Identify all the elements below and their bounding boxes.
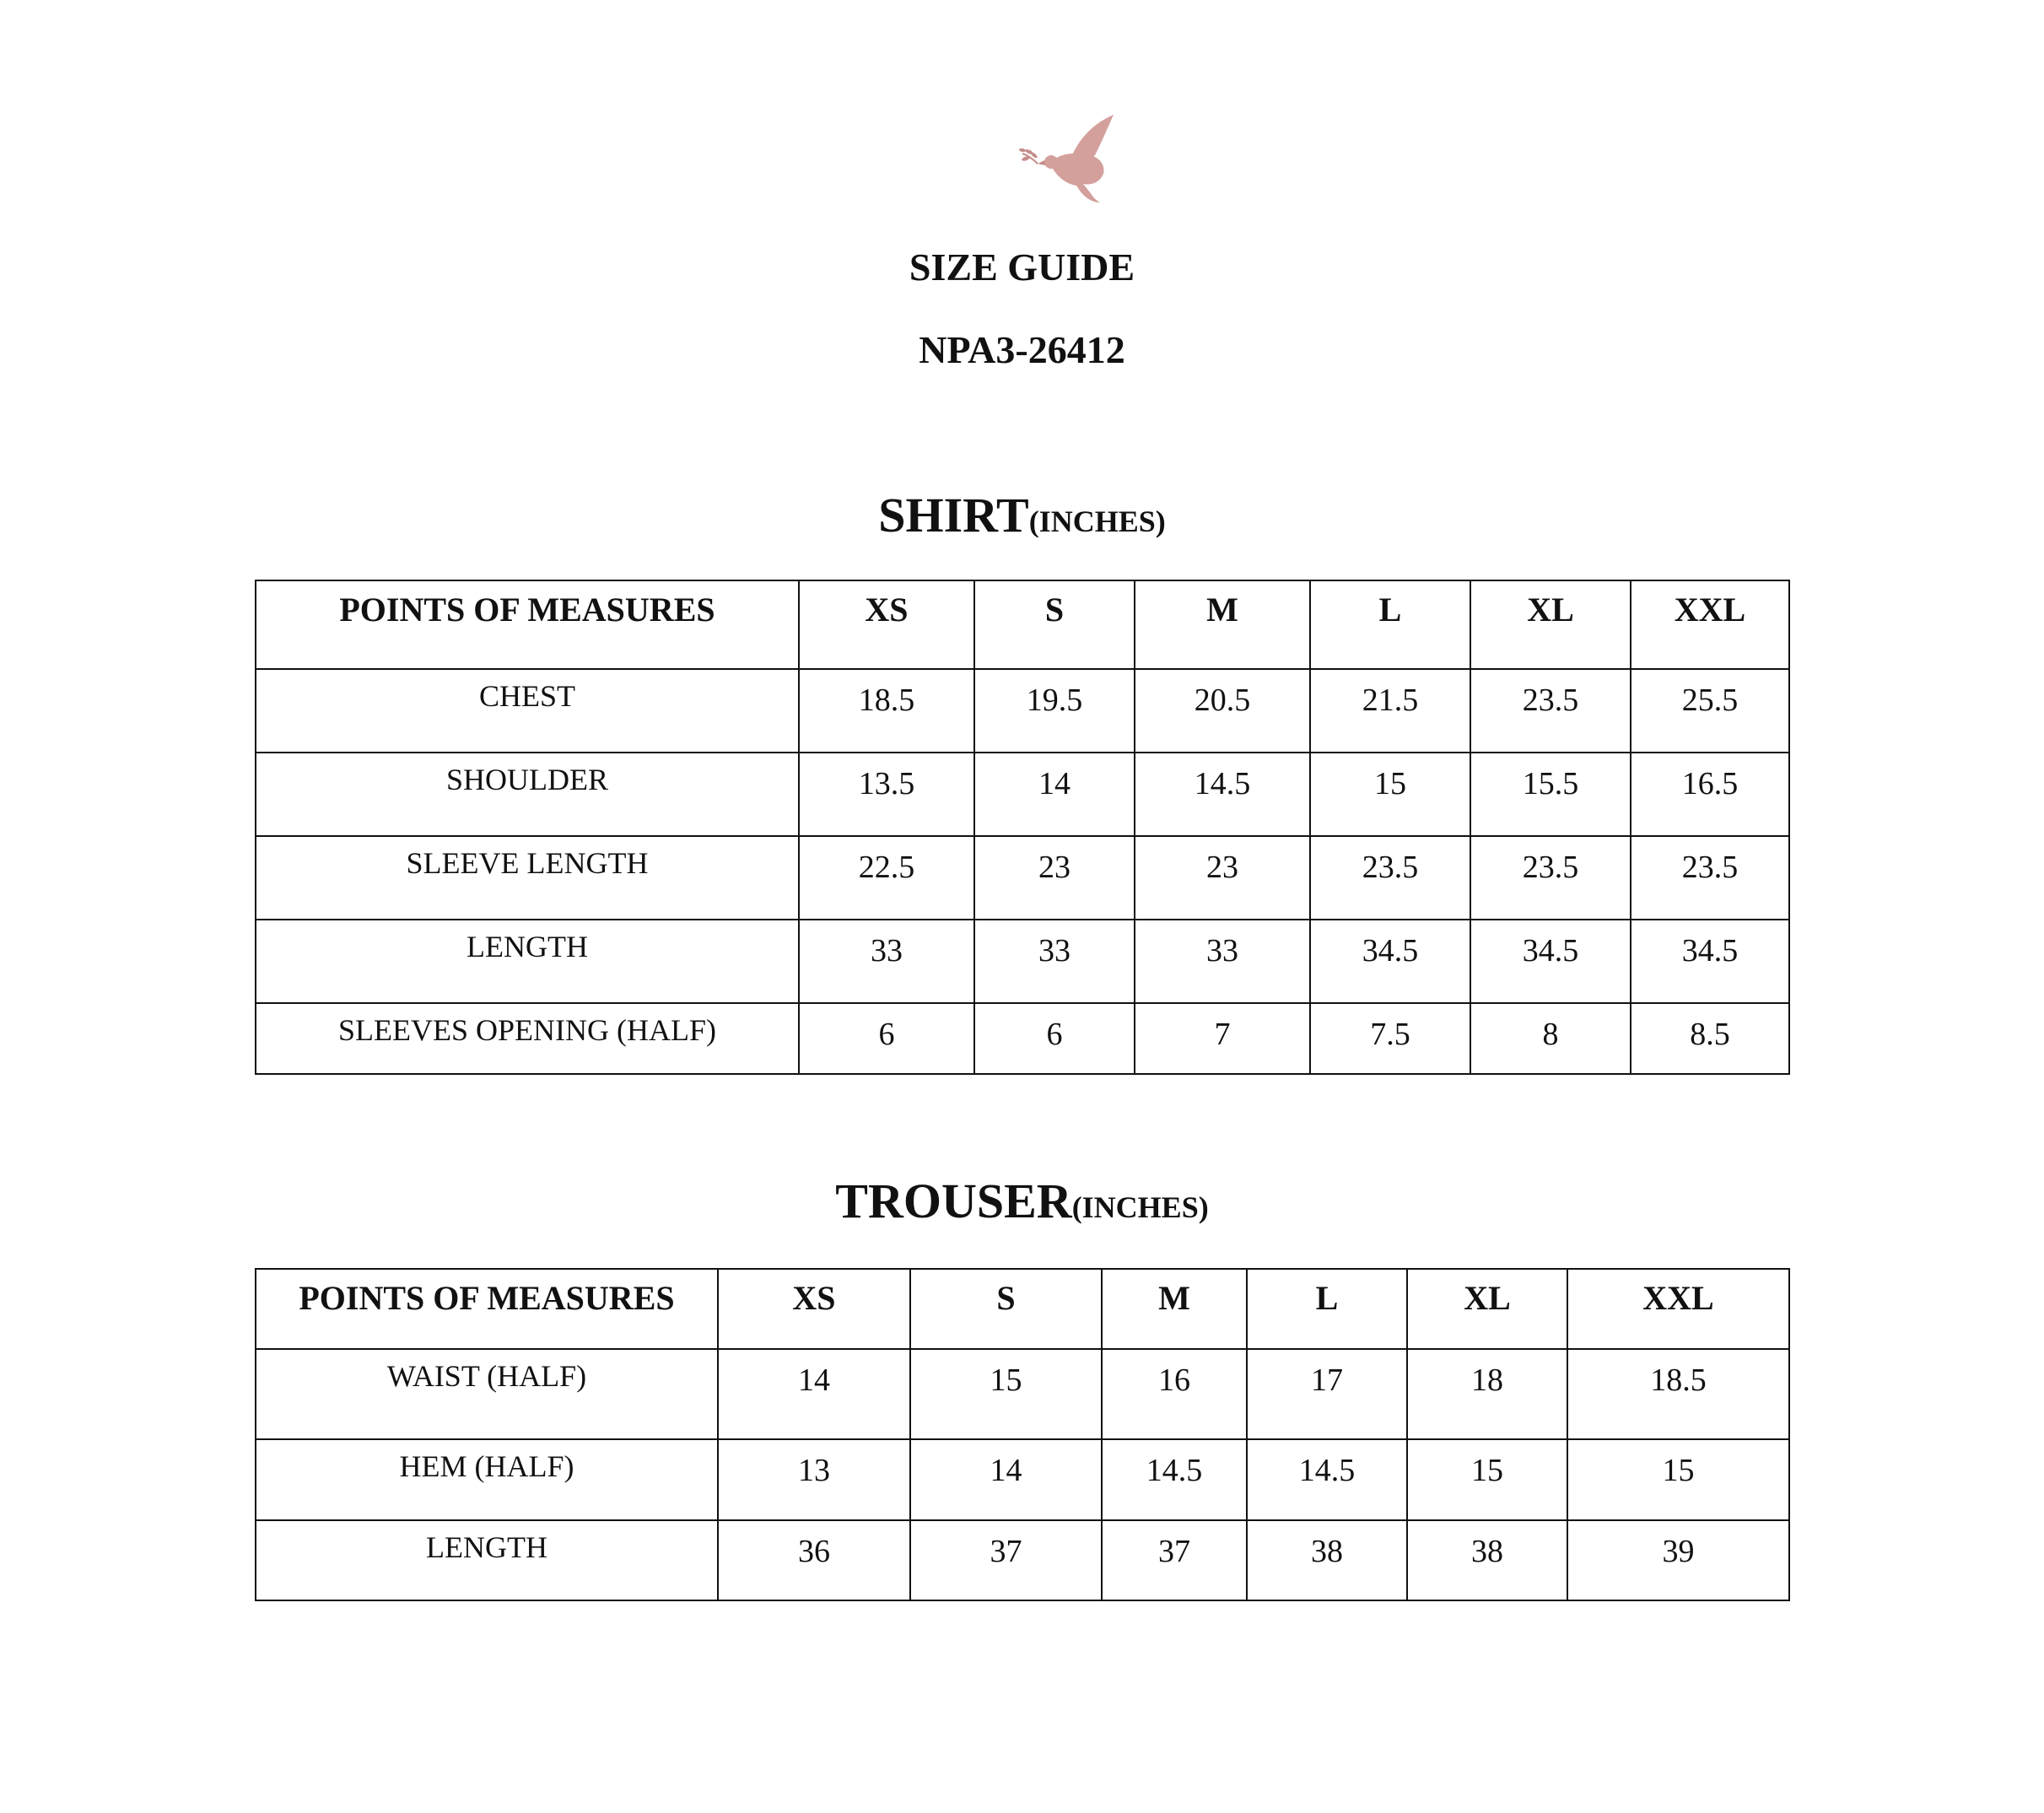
table-cell: 23.5 xyxy=(1470,669,1631,753)
table-cell: 23.5 xyxy=(1470,836,1631,920)
column-header: XXL xyxy=(1567,1269,1789,1349)
table-cell: 21.5 xyxy=(1310,669,1470,753)
column-header: L xyxy=(1310,580,1470,669)
table-cell: 16 xyxy=(1102,1349,1247,1439)
table-cell: 23 xyxy=(974,836,1135,920)
table-cell: 15 xyxy=(1310,753,1470,836)
table-cell: 6 xyxy=(974,1003,1135,1074)
row-label: SLEEVES OPENING (HALF) xyxy=(256,1003,799,1074)
column-header: POINTS OF MEASURES xyxy=(256,580,799,669)
trouser-title: TROUSER xyxy=(835,1174,1072,1228)
table-cell: 36 xyxy=(718,1520,910,1600)
table-cell: 23 xyxy=(1135,836,1310,920)
table-cell: 18.5 xyxy=(799,669,974,753)
row-label: SHOULDER xyxy=(256,753,799,836)
table-row xyxy=(256,920,1789,1003)
table-cell: 33 xyxy=(1135,920,1310,1003)
table-cell: 38 xyxy=(1247,1520,1407,1600)
table-cell: 15.5 xyxy=(1470,753,1631,836)
table-row xyxy=(256,1349,1789,1439)
table-cell: 15 xyxy=(1567,1439,1789,1520)
trouser-size-table xyxy=(255,1268,1790,1601)
row-label: SLEEVE LENGTH xyxy=(256,836,799,920)
column-header: XS xyxy=(799,580,974,669)
table-cell: 15 xyxy=(910,1349,1102,1439)
table-cell: 7 xyxy=(1135,1003,1310,1074)
table-cell: 13 xyxy=(718,1439,910,1520)
row-label: CHEST xyxy=(256,669,799,753)
table-cell: 23.5 xyxy=(1310,836,1470,920)
table-row xyxy=(256,1439,1789,1520)
page-title: SIZE GUIDE xyxy=(909,246,1135,289)
table-cell: 20.5 xyxy=(1135,669,1310,753)
column-header: POINTS OF MEASURES xyxy=(256,1269,718,1349)
dove-icon xyxy=(1019,108,1129,205)
table-cell: 39 xyxy=(1567,1520,1789,1600)
table-cell: 33 xyxy=(799,920,974,1003)
table-cell: 14.5 xyxy=(1135,753,1310,836)
table-cell: 38 xyxy=(1407,1520,1567,1600)
table-row xyxy=(256,836,1789,920)
table-cell: 34.5 xyxy=(1470,920,1631,1003)
table-cell: 8 xyxy=(1470,1003,1631,1074)
column-header: XS xyxy=(718,1269,910,1349)
table-cell: 18 xyxy=(1407,1349,1567,1439)
table-cell: 14.5 xyxy=(1102,1439,1247,1520)
row-label: LENGTH xyxy=(256,1520,718,1600)
table-cell: 16.5 xyxy=(1631,753,1789,836)
table-cell: 15 xyxy=(1407,1439,1567,1520)
shirt-size-table xyxy=(255,580,1790,1075)
table-cell: 34.5 xyxy=(1310,920,1470,1003)
table-cell: 22.5 xyxy=(799,836,974,920)
shirt-unit: (INCHES) xyxy=(1028,505,1166,538)
table-row xyxy=(256,753,1789,836)
table-cell: 33 xyxy=(974,920,1135,1003)
table-cell: 37 xyxy=(1102,1520,1247,1600)
table-row xyxy=(256,669,1789,753)
table-cell: 6 xyxy=(799,1003,974,1074)
row-label: HEM (HALF) xyxy=(256,1439,718,1520)
table-row xyxy=(256,1520,1789,1600)
column-header: L xyxy=(1247,1269,1407,1349)
table-row xyxy=(256,1003,1789,1074)
table-cell: 7.5 xyxy=(1310,1003,1470,1074)
table-header-row xyxy=(256,580,1789,669)
product-code: NPA3-26412 xyxy=(919,328,1125,371)
table-cell: 8.5 xyxy=(1631,1003,1789,1074)
shirt-section-title xyxy=(0,488,2044,542)
row-label: WAIST (HALF) xyxy=(256,1349,718,1439)
trouser-unit: (INCHES) xyxy=(1071,1190,1209,1224)
column-header: XXL xyxy=(1631,580,1789,669)
trouser-section-title xyxy=(0,1174,2044,1228)
table-cell: 25.5 xyxy=(1631,669,1789,753)
table-cell: 19.5 xyxy=(974,669,1135,753)
table-cell: 23.5 xyxy=(1631,836,1789,920)
shirt-title: SHIRT xyxy=(878,488,1029,542)
row-label: LENGTH xyxy=(256,920,799,1003)
table-cell: 34.5 xyxy=(1631,920,1789,1003)
column-header: XL xyxy=(1470,580,1631,669)
column-header: S xyxy=(910,1269,1102,1349)
table-cell: 14.5 xyxy=(1247,1439,1407,1520)
column-header: M xyxy=(1135,580,1310,669)
table-header-row xyxy=(256,1269,1789,1349)
column-header: M xyxy=(1102,1269,1247,1349)
table-cell: 14 xyxy=(974,753,1135,836)
table-cell: 13.5 xyxy=(799,753,974,836)
table-cell: 17 xyxy=(1247,1349,1407,1439)
table-cell: 14 xyxy=(910,1439,1102,1520)
table-cell: 18.5 xyxy=(1567,1349,1789,1439)
column-header: XL xyxy=(1407,1269,1567,1349)
table-cell: 37 xyxy=(910,1520,1102,1600)
column-header: S xyxy=(974,580,1135,669)
table-cell: 14 xyxy=(718,1349,910,1439)
